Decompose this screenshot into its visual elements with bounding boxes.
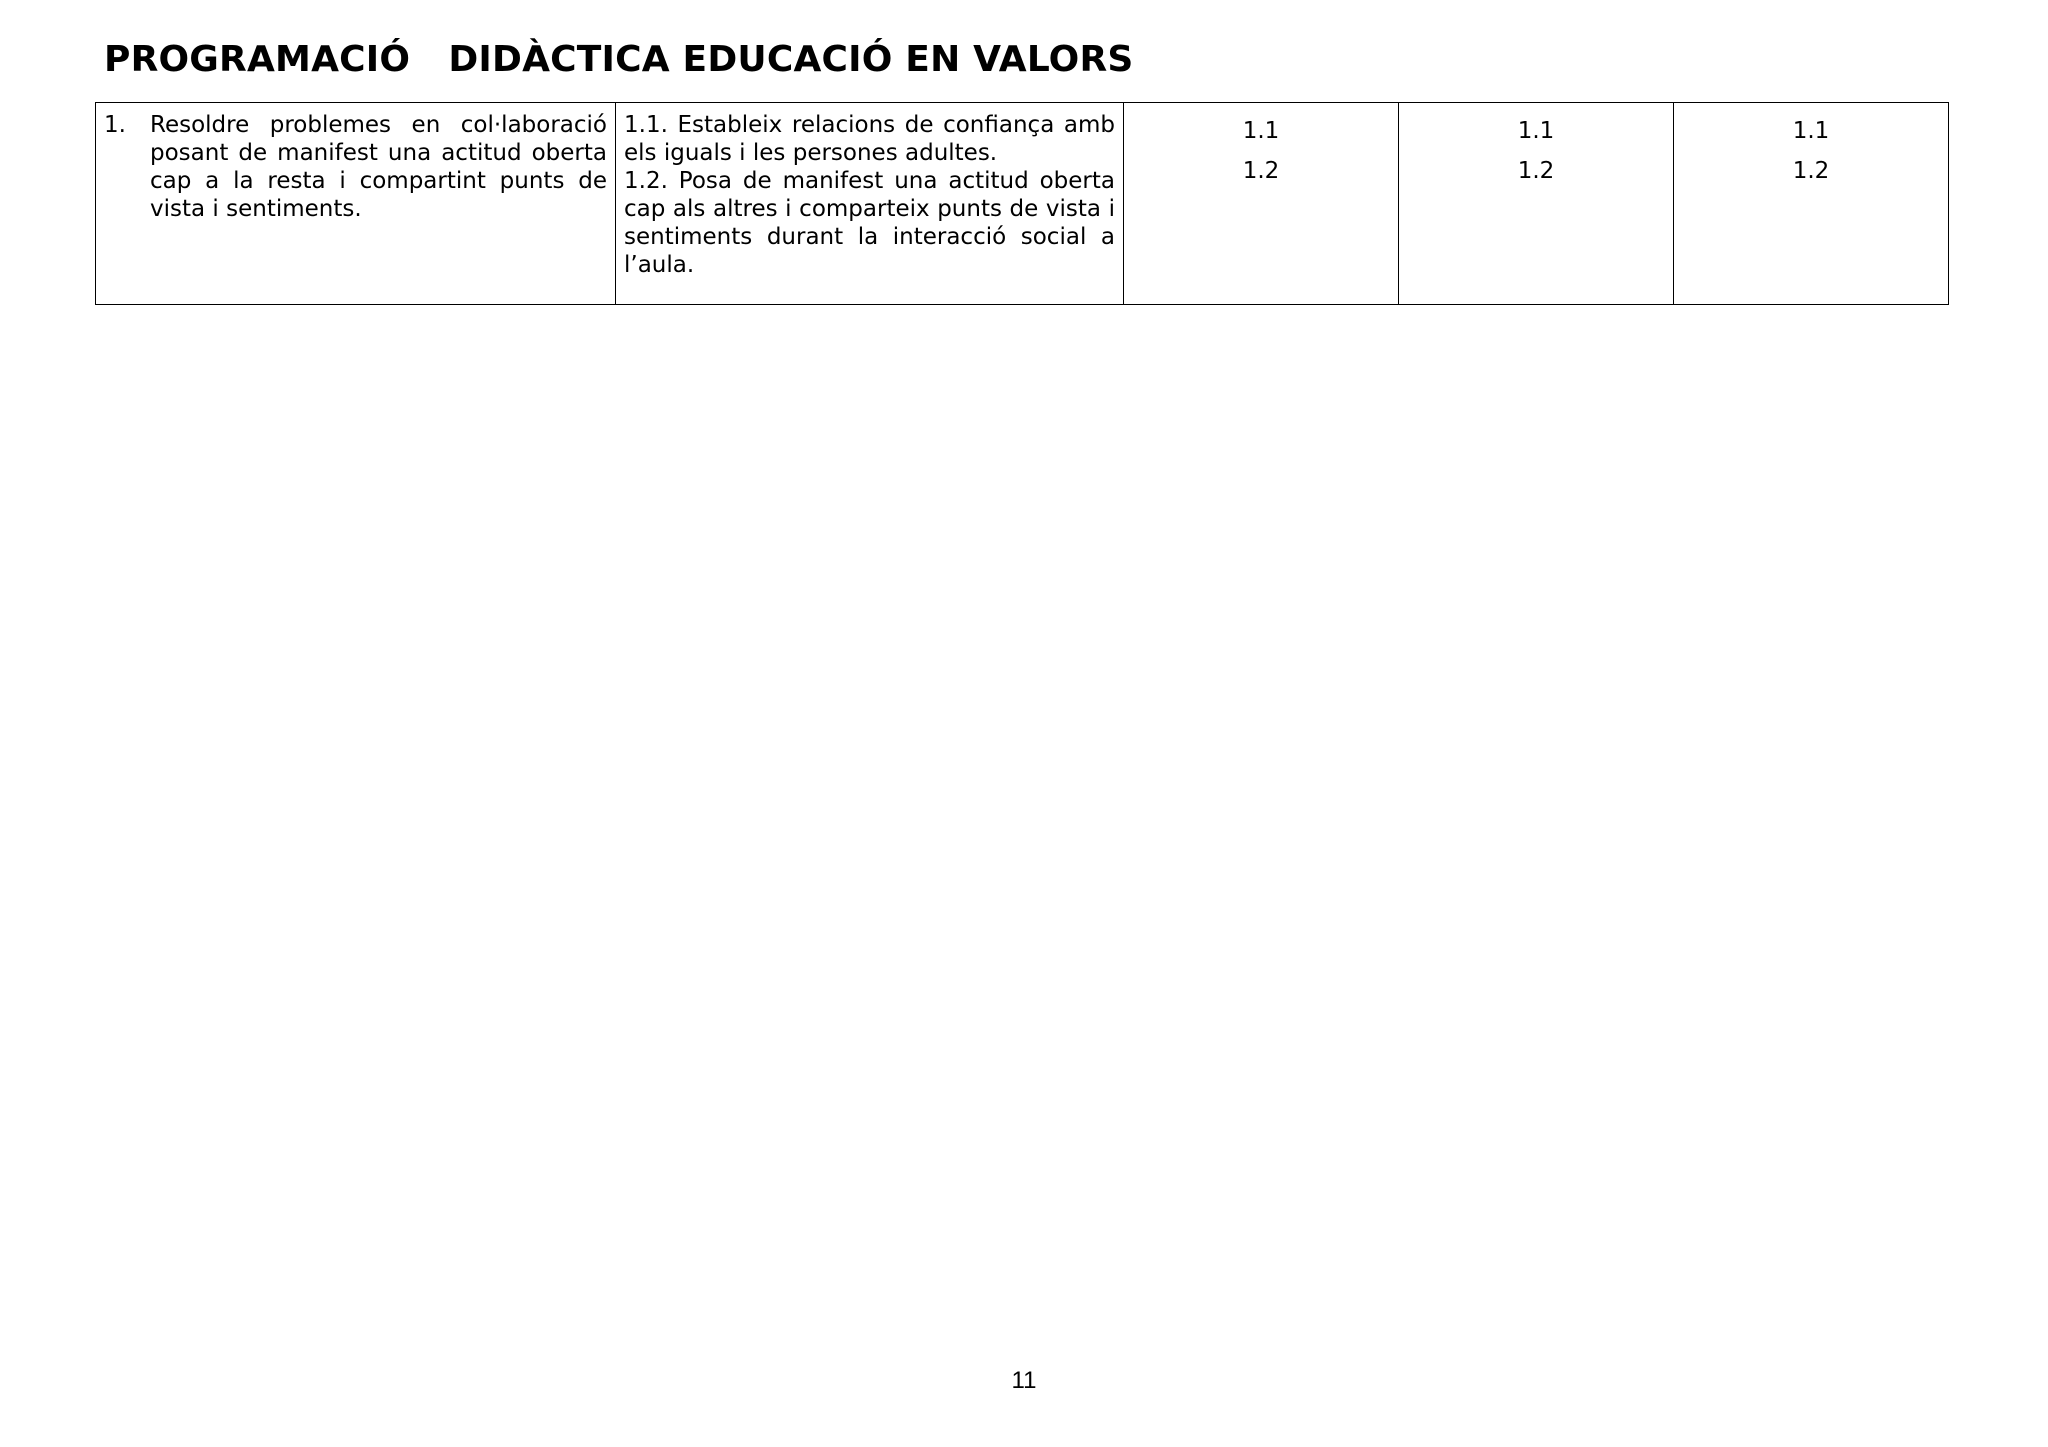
criterion-number: 1. bbox=[104, 112, 126, 138]
table-row bbox=[96, 103, 1949, 305]
criteria-table bbox=[95, 102, 1949, 305]
standard-text: 1.2. Posa de manifest una actitud oberta cap als altres i comparteix punts de vista i sentiments durant la interacció social a l’aula. bbox=[624, 168, 1115, 278]
criterion-text: Resoldre problemes en col·laboració posant de manifest una actitud oberta cap a la resta i compartint punts de vista i sentiments. bbox=[150, 112, 607, 222]
level-cell bbox=[1124, 103, 1399, 305]
level-value: 1.1 bbox=[1242, 118, 1280, 144]
criterion-cell bbox=[96, 103, 616, 305]
level-value: 1.1 bbox=[1792, 118, 1830, 144]
standard-text: 1.1. Estableix relacions de confiança amb els iguals i les persones adultes. bbox=[624, 112, 1115, 166]
level-value: 1.2 bbox=[1792, 158, 1830, 184]
level-cell bbox=[1399, 103, 1674, 305]
level-value: 1.1 bbox=[1517, 118, 1555, 144]
page-number: 11 bbox=[1011, 1367, 1037, 1394]
level-value: 1.2 bbox=[1517, 158, 1555, 184]
level-value: 1.2 bbox=[1242, 158, 1280, 184]
criterion-item bbox=[104, 111, 607, 223]
page-title: PROGRAMACIÓ DIDÀCTICA EDUCACIÓ EN VALORS bbox=[104, 39, 1134, 80]
level-cell bbox=[1674, 103, 1949, 305]
standards-cell bbox=[616, 103, 1124, 305]
